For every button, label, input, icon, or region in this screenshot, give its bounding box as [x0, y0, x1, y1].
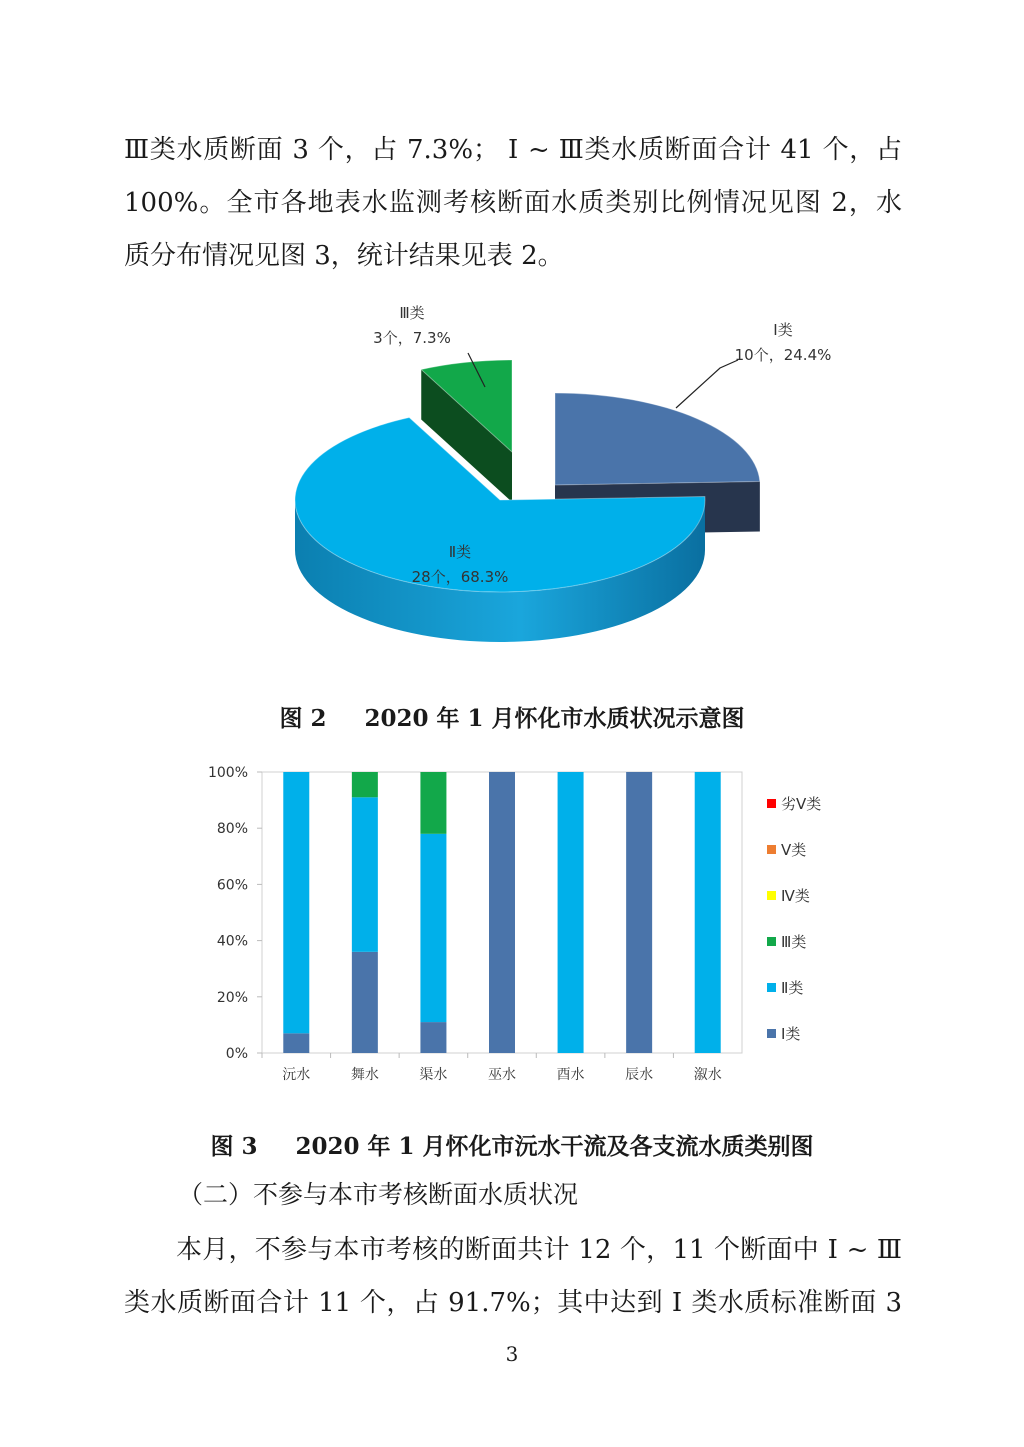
y-tick-label: 60%	[216, 877, 248, 894]
legend-label: 劣Ⅴ类	[781, 795, 822, 813]
y-tick-label: 80%	[216, 821, 248, 838]
legend-label: Ⅰ类	[781, 1025, 801, 1043]
pie-chart	[0, 290, 1024, 690]
stacked-bar-chart	[0, 755, 1024, 1095]
x-tick-label: 舞水	[350, 1067, 379, 1083]
x-tick-label: 渠水	[419, 1067, 448, 1083]
bar-segment	[558, 772, 584, 1053]
page-number: 3	[505, 1342, 519, 1366]
pie-label-class1-name: Ⅰ类	[773, 321, 793, 339]
bar-segment	[420, 772, 446, 834]
bar-segment	[352, 797, 378, 952]
bar-segment	[420, 834, 446, 1022]
pie-label-class2-name: Ⅱ类	[448, 543, 472, 561]
legend-swatch	[767, 891, 776, 900]
intro-line: Ⅲ类水质断面 3 个，占 7.3%； Ⅰ ~ Ⅲ类水质断面合计 41 个，占	[124, 135, 902, 165]
x-tick-label: 溆水	[693, 1067, 722, 1083]
y-axis	[208, 765, 262, 1062]
y-tick-label: 40%	[216, 933, 248, 950]
pie-slice-1	[555, 393, 760, 485]
figure-3-title: 2020 年 1 月怀化市沅水干流及各支流水质类别图	[295, 1133, 814, 1160]
bar-segment	[283, 772, 309, 1033]
section-2-paragraph	[124, 1224, 902, 1330]
legend-label: Ⅱ类	[781, 979, 804, 997]
intro-line: 100%。全市各地表水监测考核断面水质类别比例情况见图 2，水	[124, 188, 902, 218]
bar-segment	[420, 1022, 446, 1053]
bar-segment	[695, 772, 721, 1053]
bars	[283, 772, 720, 1053]
legend-swatch	[767, 937, 776, 946]
x-tick-label: 沅水	[282, 1067, 311, 1083]
pie-label-class3-name: Ⅲ类	[399, 304, 425, 322]
pie-label-class1-value: 10个，24.4%	[734, 346, 832, 364]
section-2-line: 本月，不参与本市考核的断面共计 12 个，11 个断面中 Ⅰ ~ Ⅲ	[176, 1235, 902, 1265]
bar-segment	[352, 772, 378, 797]
y-tick-label: 100%	[207, 765, 248, 781]
x-axis	[262, 1053, 722, 1083]
figure-2-caption	[0, 700, 1024, 733]
intro-line: 质分布情况见图 3，统计结果见表 2。	[124, 241, 564, 271]
y-tick-label: 20%	[216, 989, 248, 1006]
legend-swatch	[767, 799, 776, 808]
figure-2-title: 2020 年 1 月怀化市水质状况示意图	[364, 705, 745, 732]
bar-segment	[489, 772, 515, 1053]
y-tick-label: 0%	[225, 1046, 248, 1062]
x-tick-label: 辰水	[625, 1067, 654, 1083]
legend-swatch	[767, 983, 776, 992]
legend-swatch	[767, 845, 776, 854]
legend-swatch	[767, 1029, 776, 1038]
pie-slices	[295, 360, 760, 642]
legend-label: Ⅲ类	[781, 933, 807, 951]
x-tick-label: 巫水	[488, 1067, 516, 1083]
section-2-heading: （二）不参与本市考核断面水质状况	[178, 1180, 579, 1209]
section-2-line: 类水质断面合计 11 个，占 91.7%；其中达到 Ⅰ 类水质标准断面 3	[124, 1288, 902, 1318]
pie-label-class2-value: 28个，68.3%	[411, 568, 509, 586]
figure-2-number: 图 2	[279, 705, 327, 732]
figure-3-number: 图 3	[210, 1133, 258, 1160]
pie-label-class3-value: 3个，7.3%	[373, 329, 451, 347]
bar-segment	[283, 1033, 309, 1053]
legend-label: Ⅴ类	[781, 841, 807, 859]
x-tick-label: 酉水	[556, 1067, 585, 1083]
bar-segment	[352, 952, 378, 1053]
legend	[767, 795, 821, 1043]
figure-3-caption	[0, 1128, 1024, 1161]
legend-label: Ⅳ类	[781, 887, 810, 905]
intro-paragraph	[124, 124, 902, 283]
bar-segment	[626, 772, 652, 1053]
